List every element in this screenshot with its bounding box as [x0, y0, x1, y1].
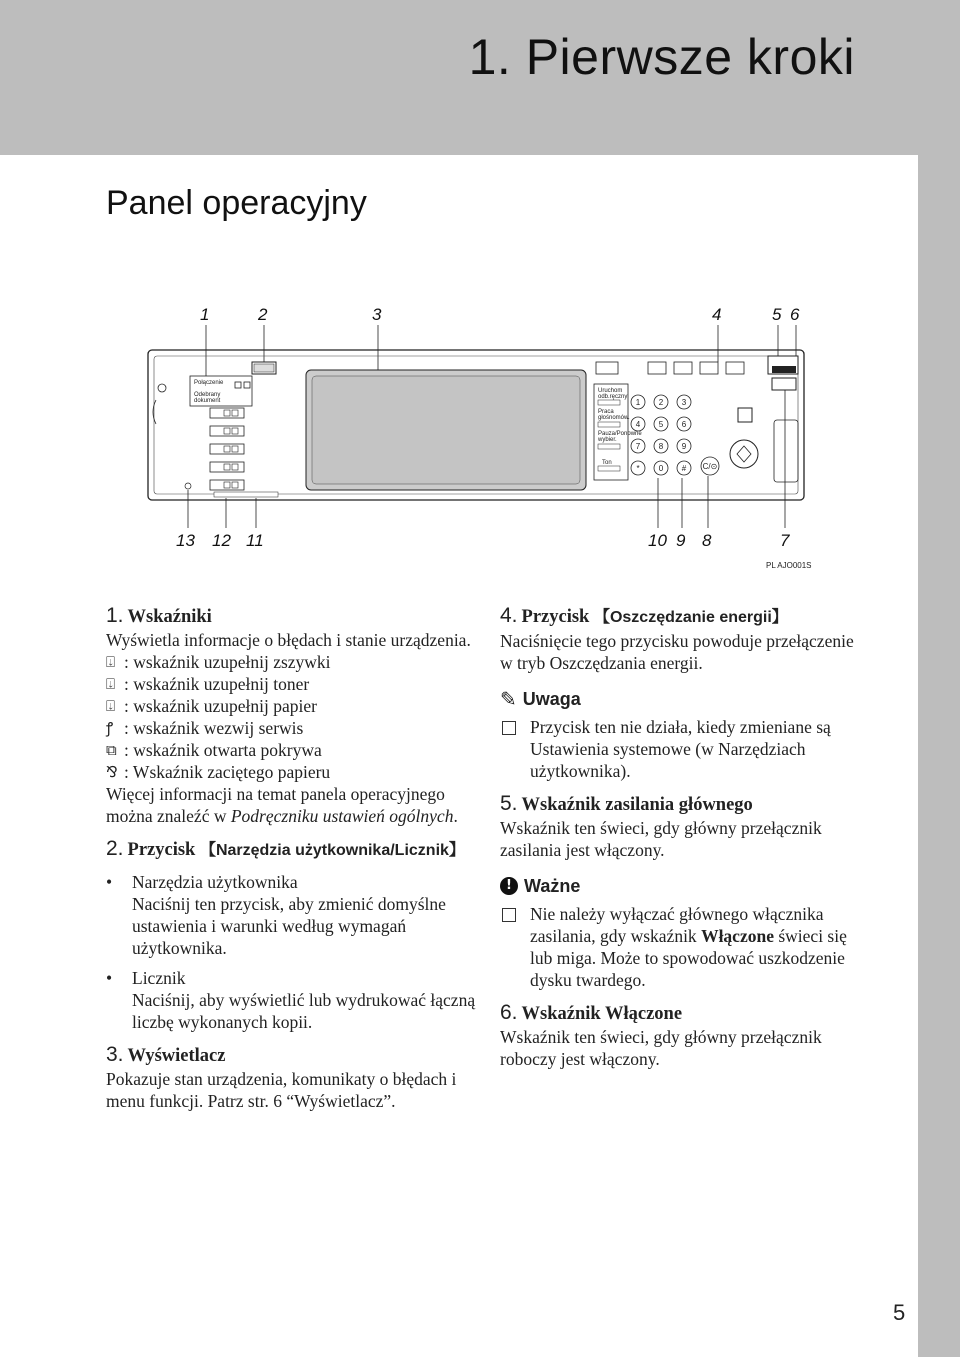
item-4: 4. Przycisk 【Oszczędzanie energii】 Naciśnięcie tego przycisku powoduje przełączenie w tryb Oszczędzania energii. [500, 604, 854, 673]
page-number: 5 [893, 1300, 906, 1325]
svg-text:Połączenie: Połączenie [194, 380, 224, 386]
left-column [106, 604, 476, 1122]
indicator-paper: ⍗ : wskaźnik uzupełnij papier [106, 696, 317, 716]
svg-text:*: * [636, 464, 640, 473]
svg-text:8: 8 [658, 442, 664, 451]
item-3: 3. Wyświetlacz Pokazuje stan urządzenia, komunikaty o błędach i menu funkcji. Patrz str. 6 “Wyświetlacz”. [106, 1043, 457, 1111]
callout-12: 12 [212, 531, 231, 550]
indicator-toner: ⍗ : wskaźnik uzupełnij toner [106, 674, 310, 694]
important-item: Nie należy wyłączać głównego włącznika zasilania, gdy wskaźnik Włączone świeci się lub miga. Może to spowodować uszkodzenie dysku twardego. [500, 903, 860, 991]
svg-text:Praca: Praca [598, 409, 614, 415]
paper-jam-indicator-icon: ⅋ [106, 763, 118, 781]
callout-6: 6 [790, 305, 800, 324]
callout-9: 9 [676, 531, 686, 550]
item-number: 1. [106, 604, 124, 627]
interrupt-button [738, 408, 752, 422]
svg-text:2: 2 [658, 398, 664, 407]
svg-text:6: 6 [681, 420, 687, 429]
paper-indicator-icon: ⍗ [106, 697, 116, 715]
callout-10: 10 [648, 531, 667, 550]
user-tools-key-label: 【Narzędzia użytkownika/Licznik】 [199, 842, 465, 859]
manual-reference: Podręczniku ustawień ogólnych [230, 806, 454, 826]
callout-3: 3 [372, 305, 382, 324]
item-description: Wyświetla informacje o błędach i stanie urządzenia. [106, 630, 471, 650]
indicator-cover: ⧉ : wskaźnik otwarta pokrywa [106, 740, 322, 760]
callout-4: 4 [712, 305, 722, 324]
checkbox-bullet-icon [502, 721, 516, 735]
chapter-title: 1. Pierwsze kroki [468, 29, 855, 85]
side-band [918, 0, 960, 1357]
item-title: Wskaźniki [127, 607, 212, 627]
svg-text:Uruchom: Uruchom [598, 388, 623, 394]
side-slot [774, 420, 798, 482]
svg-text:1: 1 [635, 398, 641, 407]
callout-13: 13 [176, 531, 195, 550]
svg-text:Odebrany: Odebrany [194, 392, 221, 398]
start-button [730, 440, 758, 468]
right-column [500, 604, 860, 1080]
toner-indicator-icon: ⍗ [106, 675, 116, 693]
indicator-service: ꝭ : wskaźnik wezwij serwis [106, 718, 304, 738]
open-cover-indicator-icon: ⧉ [106, 741, 117, 759]
item-2: 2. Przycisk 【Narzędzia użytkownika/Licznik】 • Narzędzia użytkownika Naciśnij ten przycisk, aby zmienić domyślne ustawienia i warunki według wymagań użytkownika. • Licznik Naciśnij, aby wyświetlić lub wydrukować łączną liczbę wykonanych kopii. [106, 837, 476, 1032]
svg-text:Pauza/Ponowne: Pauza/Ponowne [598, 431, 642, 437]
svg-text:głośnomów.: głośnomów. [598, 415, 630, 421]
svg-text:4: 4 [635, 420, 641, 429]
note-heading: ✎ Uwaga [500, 687, 581, 711]
important-heading: ! Ważne [500, 875, 860, 897]
keypad-labels [636, 398, 718, 473]
control-panel-diagram [140, 300, 820, 572]
indicator-staples: ⍗ : wskaźnik uzupełnij zszywki [106, 652, 331, 672]
svg-text:9: 9 [681, 442, 687, 451]
function-keys [210, 408, 244, 490]
callout-5: 5 [772, 305, 782, 324]
svg-text:#: # [681, 464, 687, 473]
callout-1: 1 [200, 305, 210, 324]
bullet-counter: • Licznik Naciśnij, aby wyświetlić lub wydrukować łączną liczbę wykonanych kopii. [106, 968, 476, 1032]
callout-8: 8 [702, 531, 712, 550]
figure-code: PL AJO001S [766, 561, 812, 570]
note-item: Przycisk ten nie działa, kiedy zmieniane są Ustawienia systemowe (w Narzędziach użytkownika). [500, 716, 860, 782]
callout-2: 2 [258, 305, 268, 324]
svg-text:7: 7 [635, 442, 641, 451]
svg-text:wybier.: wybier. [598, 437, 617, 443]
top-mode-buttons [596, 362, 744, 374]
svg-text:Ton: Ton [602, 460, 612, 466]
svg-text:3: 3 [681, 398, 687, 407]
callout-11: 11 [246, 531, 264, 550]
svg-text:0: 0 [658, 464, 664, 473]
energy-saver-button [772, 378, 796, 390]
more-info: Więcej informacji na temat panela operacyjnego można znaleźć w Podręczniku ustawień ogólnych. [106, 784, 458, 826]
item-5: 5. Wskaźnik zasilania głównego Wskaźnik ten świeci, gdy główny przełącznik zasilania jest włączony. [500, 792, 822, 860]
bullet-user-tools: • Narzędzia użytkownika Naciśnij ten przycisk, aby zmienić domyślne ustawienia i warunki według wymagań użytkownika. [106, 872, 446, 958]
checkbox-bullet-icon [502, 908, 516, 922]
callout-7: 7 [780, 531, 790, 550]
svg-text:5: 5 [658, 420, 664, 429]
pencil-icon: ✎ [500, 687, 517, 711]
warning-icon: ! [500, 877, 518, 895]
energy-saver-key-label: 【Oszczędzanie energii】 [593, 609, 788, 626]
item-1 [106, 604, 476, 827]
staple-indicator-icon: ⍗ [106, 653, 116, 671]
svg-text:C/⊙: C/⊙ [702, 462, 718, 471]
indicator-jam: ⅋ : Wskaźnik zaciętego papieru [106, 762, 331, 782]
svg-text:odb.ręczny: odb.ręczny [598, 394, 628, 400]
svg-text:dokument: dokument [194, 398, 221, 404]
item-6: 6. Wskaźnik Włączone Wskaźnik ten świeci, gdy główny przełącznik roboczy jest włączony. [500, 1001, 822, 1069]
section-title: Panel operacyjny [106, 184, 367, 222]
service-indicator-icon: ꝭ [106, 719, 114, 737]
